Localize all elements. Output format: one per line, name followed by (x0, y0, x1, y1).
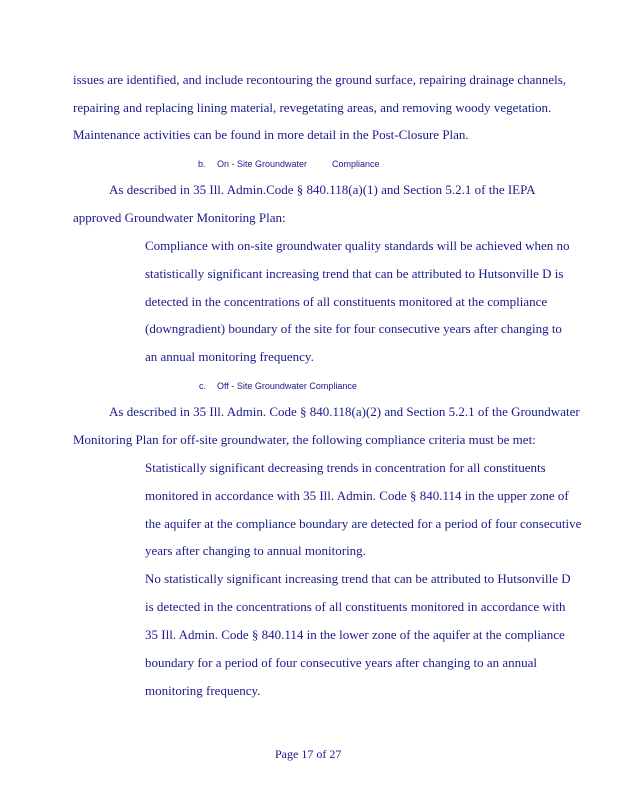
para-c-line-1: As described in 35 Ill. Admin. Code § 840.118(a)(2) and Section 5.2.1 of the Groundwater (109, 404, 580, 419)
intro-line-1: issues are identified, and include recontouring the ground surface, repairing drainage channels, (73, 72, 567, 87)
bullet-c1-line-4: years after changing to annual monitoring. (145, 543, 366, 558)
bullet-c2-line-1: No statistically significant increasing trend that can be attributed to Hutsonville D (145, 571, 571, 586)
para-c-line-2: Monitoring Plan for off-site groundwater, the following compliance criteria must be met: (73, 432, 536, 447)
para-b-line-1: As described in 35 Ill. Admin.Code § 840.118(a)(1) and Section 5.2.1 of the IEPA (109, 182, 536, 197)
bullet-c1-line-1: Statistically significant decreasing trends in concentration for all constituents (145, 460, 546, 475)
bullet-c2-line-2: is detected in the concentrations of all constituents monitored in accordance with (145, 599, 566, 614)
heading-b-marker: b. (198, 159, 206, 169)
bullet-b1-line-4: (downgradient) boundary of the site for four consecutive years after changing to (145, 321, 562, 336)
bullet-c1-line-2: monitored in accordance with 35 Ill. Admin. Code § 840.114 in the upper zone of (145, 488, 569, 503)
bullet-c1-line-3: the aquifer at the compliance boundary are detected for a period of four consecutive (145, 516, 582, 531)
bullet-c2-line-3: 35 Ill. Admin. Code § 840.114 in the lower zone of the aquifer at the compliance (145, 627, 565, 642)
bullet-b1-line-3: detected in the concentrations of all constituents monitored at the compliance (145, 294, 548, 309)
bullet-b1-line-5: an annual monitoring frequency. (145, 349, 314, 364)
heading-b-title: On - Site Groundwater (217, 159, 308, 169)
intro-line-3: Maintenance activities can be found in more detail in the Post-Closure Plan. (73, 127, 469, 142)
bullet-c2-line-4: boundary for a period of four consecutive years after changing to an annual (145, 655, 538, 670)
para-b-line-2: approved Groundwater Monitoring Plan: (73, 210, 286, 225)
heading-c-title: Off - Site Groundwater Compliance (217, 381, 357, 391)
bullet-c2-line-5: monitoring frequency. (145, 683, 261, 698)
intro-line-2: repairing and replacing lining material, revegetating areas, and removing woody vegetation. (73, 100, 552, 115)
heading-b-suffix: Compliance (332, 159, 380, 169)
heading-c-marker: c. (199, 381, 207, 391)
page-number-footer: Page 17 of 27 (275, 747, 342, 761)
bullet-b1-line-1: Compliance with on-site groundwater quality standards will be achieved when no (145, 238, 570, 253)
bullet-b1-line-2: statistically significant increasing trend that can be attributed to Hutsonville D is (145, 266, 564, 281)
